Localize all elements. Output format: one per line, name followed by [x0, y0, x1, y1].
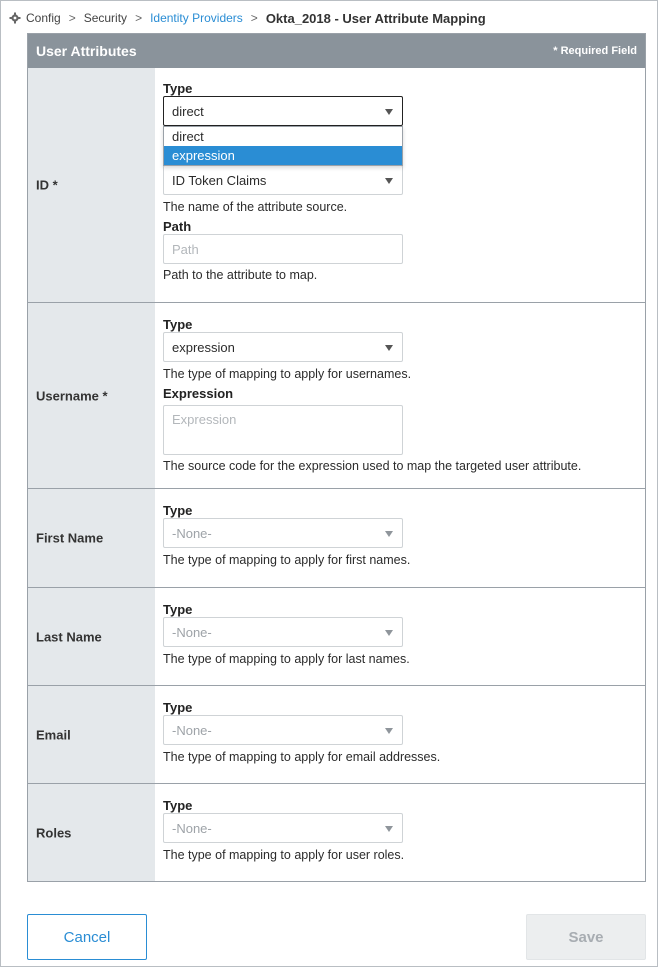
row-roles [28, 784, 645, 881]
select-value: -None- [172, 526, 212, 541]
type-help-text: The type of mapping to apply for last names. [163, 652, 410, 666]
type-label: Type [163, 317, 193, 332]
row-label-username: Username * [36, 388, 108, 403]
row-content-first-name [163, 489, 645, 587]
caret-down-icon [385, 630, 393, 636]
type-help-text: The type of mapping to apply for email addresses. [163, 750, 441, 764]
row-content-email [163, 686, 645, 783]
row-first-name [28, 489, 645, 588]
path-input[interactable] [164, 235, 402, 263]
type-help-text: The type of mapping to apply for user roles. [163, 848, 405, 862]
breadcrumb-identity-providers[interactable]: Identity Providers [150, 11, 243, 25]
row-label-cell [28, 303, 155, 488]
path-help-text: Path to the attribute to map. [163, 268, 318, 282]
row-content-last-name [163, 588, 645, 685]
caret-down-icon [385, 531, 393, 537]
expression-label: Expression [163, 386, 234, 401]
type-label: Type [163, 798, 193, 813]
type-label: Type [163, 602, 193, 617]
expression-field[interactable] [163, 405, 403, 455]
row-label-first-name: First Name [36, 530, 104, 546]
email-type-select[interactable] [163, 715, 403, 745]
type-label: Type [163, 503, 193, 518]
select-value: expression [172, 340, 235, 355]
dropdown-option-direct[interactable]: direct [172, 129, 204, 144]
caret-down-icon [385, 345, 393, 351]
row-content-id [163, 68, 645, 302]
required-field-note: * Required Field [553, 45, 637, 57]
breadcrumb-config[interactable] [9, 11, 61, 25]
chevron-right-icon: > [250, 11, 258, 25]
save-button[interactable]: Save [526, 914, 646, 960]
breadcrumb-security[interactable]: Security [83, 11, 128, 25]
row-label-cell [28, 588, 155, 685]
id-type-dropdown-list [163, 126, 403, 166]
caret-down-icon [385, 826, 393, 832]
source-help-text: The name of the attribute source. [163, 200, 348, 214]
row-label-cell [28, 686, 155, 783]
type-help-text: The type of mapping to apply for first names. [163, 553, 411, 567]
table-header [28, 34, 645, 68]
row-label-id: ID * [36, 177, 58, 193]
select-value: direct [172, 104, 204, 119]
row-last-name [28, 588, 645, 686]
row-label-last-name: Last Name [36, 629, 102, 644]
select-value: ID Token Claims [172, 173, 267, 188]
type-help-text: The type of mapping to apply for usernames. [163, 367, 412, 381]
id-type-select[interactable] [163, 96, 403, 126]
row-label-roles: Roles [36, 825, 72, 840]
row-content-username [163, 303, 645, 488]
row-label-cell [28, 68, 155, 302]
caret-down-icon [385, 178, 393, 184]
caret-down-icon [385, 728, 393, 734]
row-content-roles [163, 784, 645, 881]
breadcrumb-current-page: Okta_2018 - User Attribute Mapping [265, 10, 486, 26]
cancel-button[interactable]: Cancel [27, 914, 147, 960]
dropdown-option-expression[interactable]: expression [164, 146, 402, 165]
expression-input[interactable] [164, 406, 402, 454]
select-value: -None- [172, 821, 212, 836]
breadcrumb [9, 9, 486, 27]
chevron-right-icon: > [68, 11, 76, 25]
table-title: User Attributes [36, 43, 137, 59]
last-name-type-select[interactable] [163, 617, 403, 647]
select-value: -None- [172, 625, 212, 640]
row-email [28, 686, 645, 784]
roles-type-select[interactable] [163, 813, 403, 843]
chevron-right-icon: > [135, 11, 143, 25]
row-label-cell [28, 489, 155, 587]
row-id [28, 68, 645, 303]
type-label: Type [163, 700, 193, 715]
expression-help-text: The source code for the expression used to map the targeted user attribute. [163, 459, 582, 473]
path-field[interactable] [163, 234, 403, 264]
row-label-cell [28, 784, 155, 881]
row-label-email: Email [36, 727, 71, 742]
username-type-select[interactable] [163, 332, 403, 362]
first-name-type-select[interactable] [163, 518, 403, 548]
type-label: Type [163, 81, 193, 96]
row-username [28, 303, 645, 489]
select-value: -None- [172, 723, 212, 738]
path-label: Path [163, 219, 192, 234]
caret-down-icon [385, 109, 393, 115]
gear-icon [9, 12, 21, 24]
id-source-select[interactable] [163, 165, 403, 195]
breadcrumb-config-label: Config [26, 11, 61, 25]
